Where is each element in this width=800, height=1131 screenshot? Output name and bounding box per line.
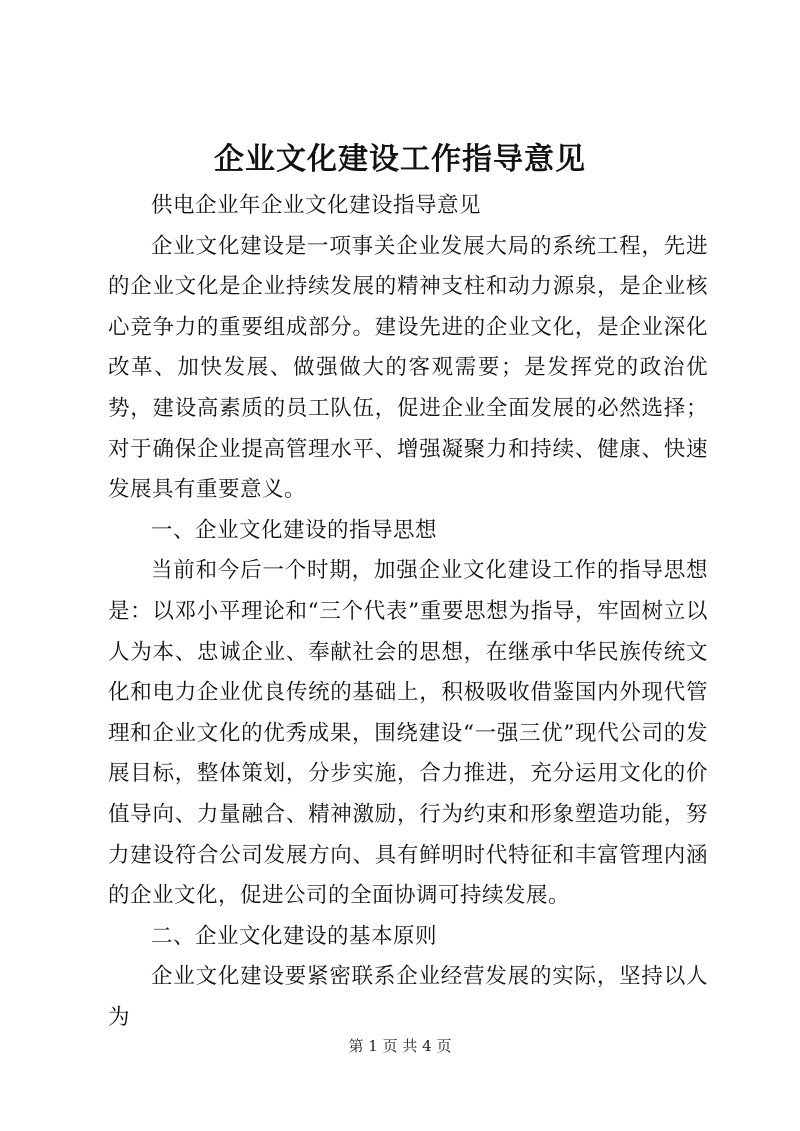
page-footer: 第 1 页 共 4 页 [348, 1037, 452, 1055]
document-body [108, 186, 708, 1038]
subtitle-paragraph: 供电企业年企业文化建设指导意见 [151, 193, 482, 218]
section-heading-1: 一、企业文化建设的指导思想 [151, 517, 438, 543]
document-title: 企业文化建设工作指导意见 [214, 142, 586, 177]
intro-paragraph: 企业文化建设是一项事关企业发展大局的系统工程，先进的企业文化是企业持续发展的精神支柱和动力源泉，是企业核心竞争力的重要组成部分。建设先进的企业文化，是企业深化改革、加快发展、做强做大的客观需要；是发挥党的政治优势，建设高素质的员工队伍，促进企业全面发展的必然选择；对于确保企业提高管理水平、增强凝聚力和持续、健康、快速发展具有重要意义。 [108, 233, 708, 503]
guiding-ideology-paragraph: 当前和今后一个时期，加强企业文化建设工作的指导思想是：以邓小平理论和“三个代表”重要思想为指导，牢固树立以人为本、忠诚企业、奉献社会的思想，在继承中华民族传统文化和电力企业优良传统的基础上，积极吸收借鉴国内外现代管理和企业文化的优秀成果，围绕建设“一强三优”现代公司的发展目标，整体策划，分步实施，合力推进，充分运用文化的价值导向、力量融合、精神激励，行为约束和形象塑造功能，努力建设符合公司发展方向、具有鲜明时代特征和丰富管理内涵的企业文化，促进公司的全面协调可持续发展。 [108, 558, 708, 909]
section-heading-2: 二、企业文化建设的基本原则 [151, 923, 438, 949]
basic-principles-paragraph: 企业文化建设要紧密联系企业经营发展的实际，坚持以人为 [108, 964, 708, 1030]
